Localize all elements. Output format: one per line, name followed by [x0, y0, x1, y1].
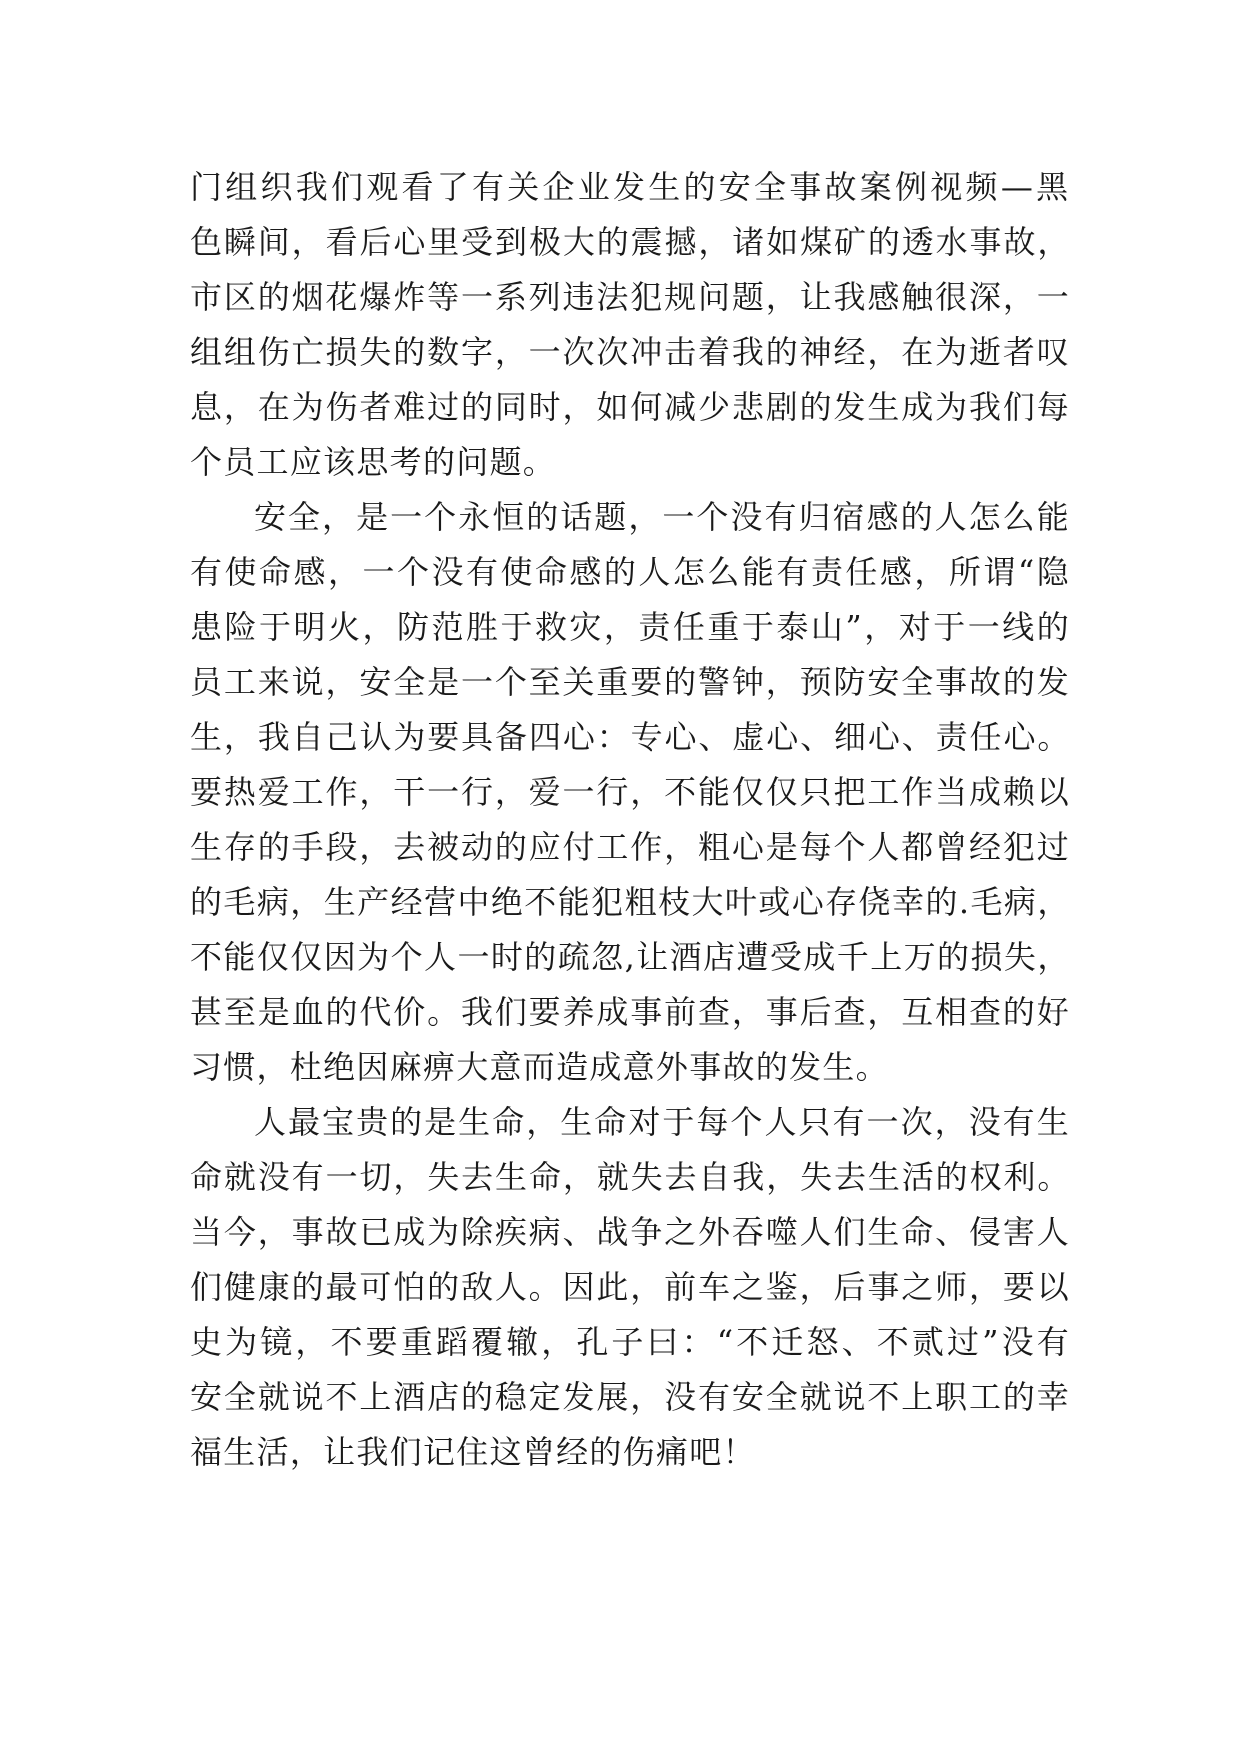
text-line: 息，在为伤者难过的同时，如何减少悲剧的发生成为我们每 [190, 388, 1070, 426]
body-text [190, 160, 1070, 1480]
text-line: 安全就说不上酒店的稳定发展，没有安全就说不上职工的幸 [190, 1378, 1070, 1416]
text-line: 有使命感，一个没有使命感的人怎么能有责任感，所谓“隐 [190, 553, 1070, 591]
paragraph-start-line: 安全，是一个永恒的话题，一个没有归宿感的人怎么能 [254, 498, 1070, 536]
text-line: 福生活，让我们记住这曾经的伤痛吧！ [190, 1433, 756, 1471]
text-line: 甚至是血的代价。我们要养成事前查，事后查，互相查的好 [190, 993, 1070, 1031]
text-line: 门组织我们观看了有关企业发生的安全事故案例视频—黑 [190, 168, 1070, 206]
paragraph-start-line: 人最宝贵的是生命，生命对于每个人只有一次，没有生 [254, 1103, 1070, 1141]
text-line: 市区的烟花爆炸等一系列违法犯规问题，让我感触很深，一 [190, 278, 1070, 316]
text-line: 的毛病，生产经营中绝不能犯粗枝大叶或心存侥幸的.毛病， [190, 883, 1070, 921]
text-line: 当今，事故已成为除疾病、战争之外吞噬人们生命、侵害人 [190, 1213, 1070, 1251]
text-line: 色瞬间，看后心里受到极大的震撼，诸如煤矿的透水事故， [190, 223, 1070, 261]
text-line: 员工来说，安全是一个至关重要的警钟，预防安全事故的发 [190, 663, 1070, 701]
text-line: 们健康的最可怕的敌人。因此，前车之鉴，后事之师，要以 [190, 1268, 1070, 1306]
text-line: 不能仅仅因为个人一时的疏忽,让酒店遭受成千上万的损失， [190, 938, 1070, 976]
text-line: 生存的手段，去被动的应付工作，粗心是每个人都曾经犯过 [190, 828, 1070, 866]
text-line: 史为镜，不要重蹈覆辙，孔子曰：“不迁怒、不贰过”没有 [190, 1323, 1070, 1361]
text-line: 命就没有一切，失去生命，就失去自我，失去生活的权利。 [190, 1158, 1070, 1196]
text-line: 组组伤亡损失的数字，一次次冲击着我的神经，在为逝者叹 [190, 333, 1070, 371]
text-line: 要热爱工作，干一行，爱一行，不能仅仅只把工作当成赖以 [190, 773, 1070, 811]
text-line: 患险于明火，防范胜于救灾，责任重于泰山”，对于一线的 [190, 608, 1070, 646]
text-line: 生，我自己认为要具备四心：专心、虚心、细心、责任心。 [190, 718, 1070, 756]
text-line: 习惯，杜绝因麻痹大意而造成意外事故的发生。 [190, 1048, 889, 1086]
text-line: 个员工应该思考的问题。 [190, 443, 557, 481]
